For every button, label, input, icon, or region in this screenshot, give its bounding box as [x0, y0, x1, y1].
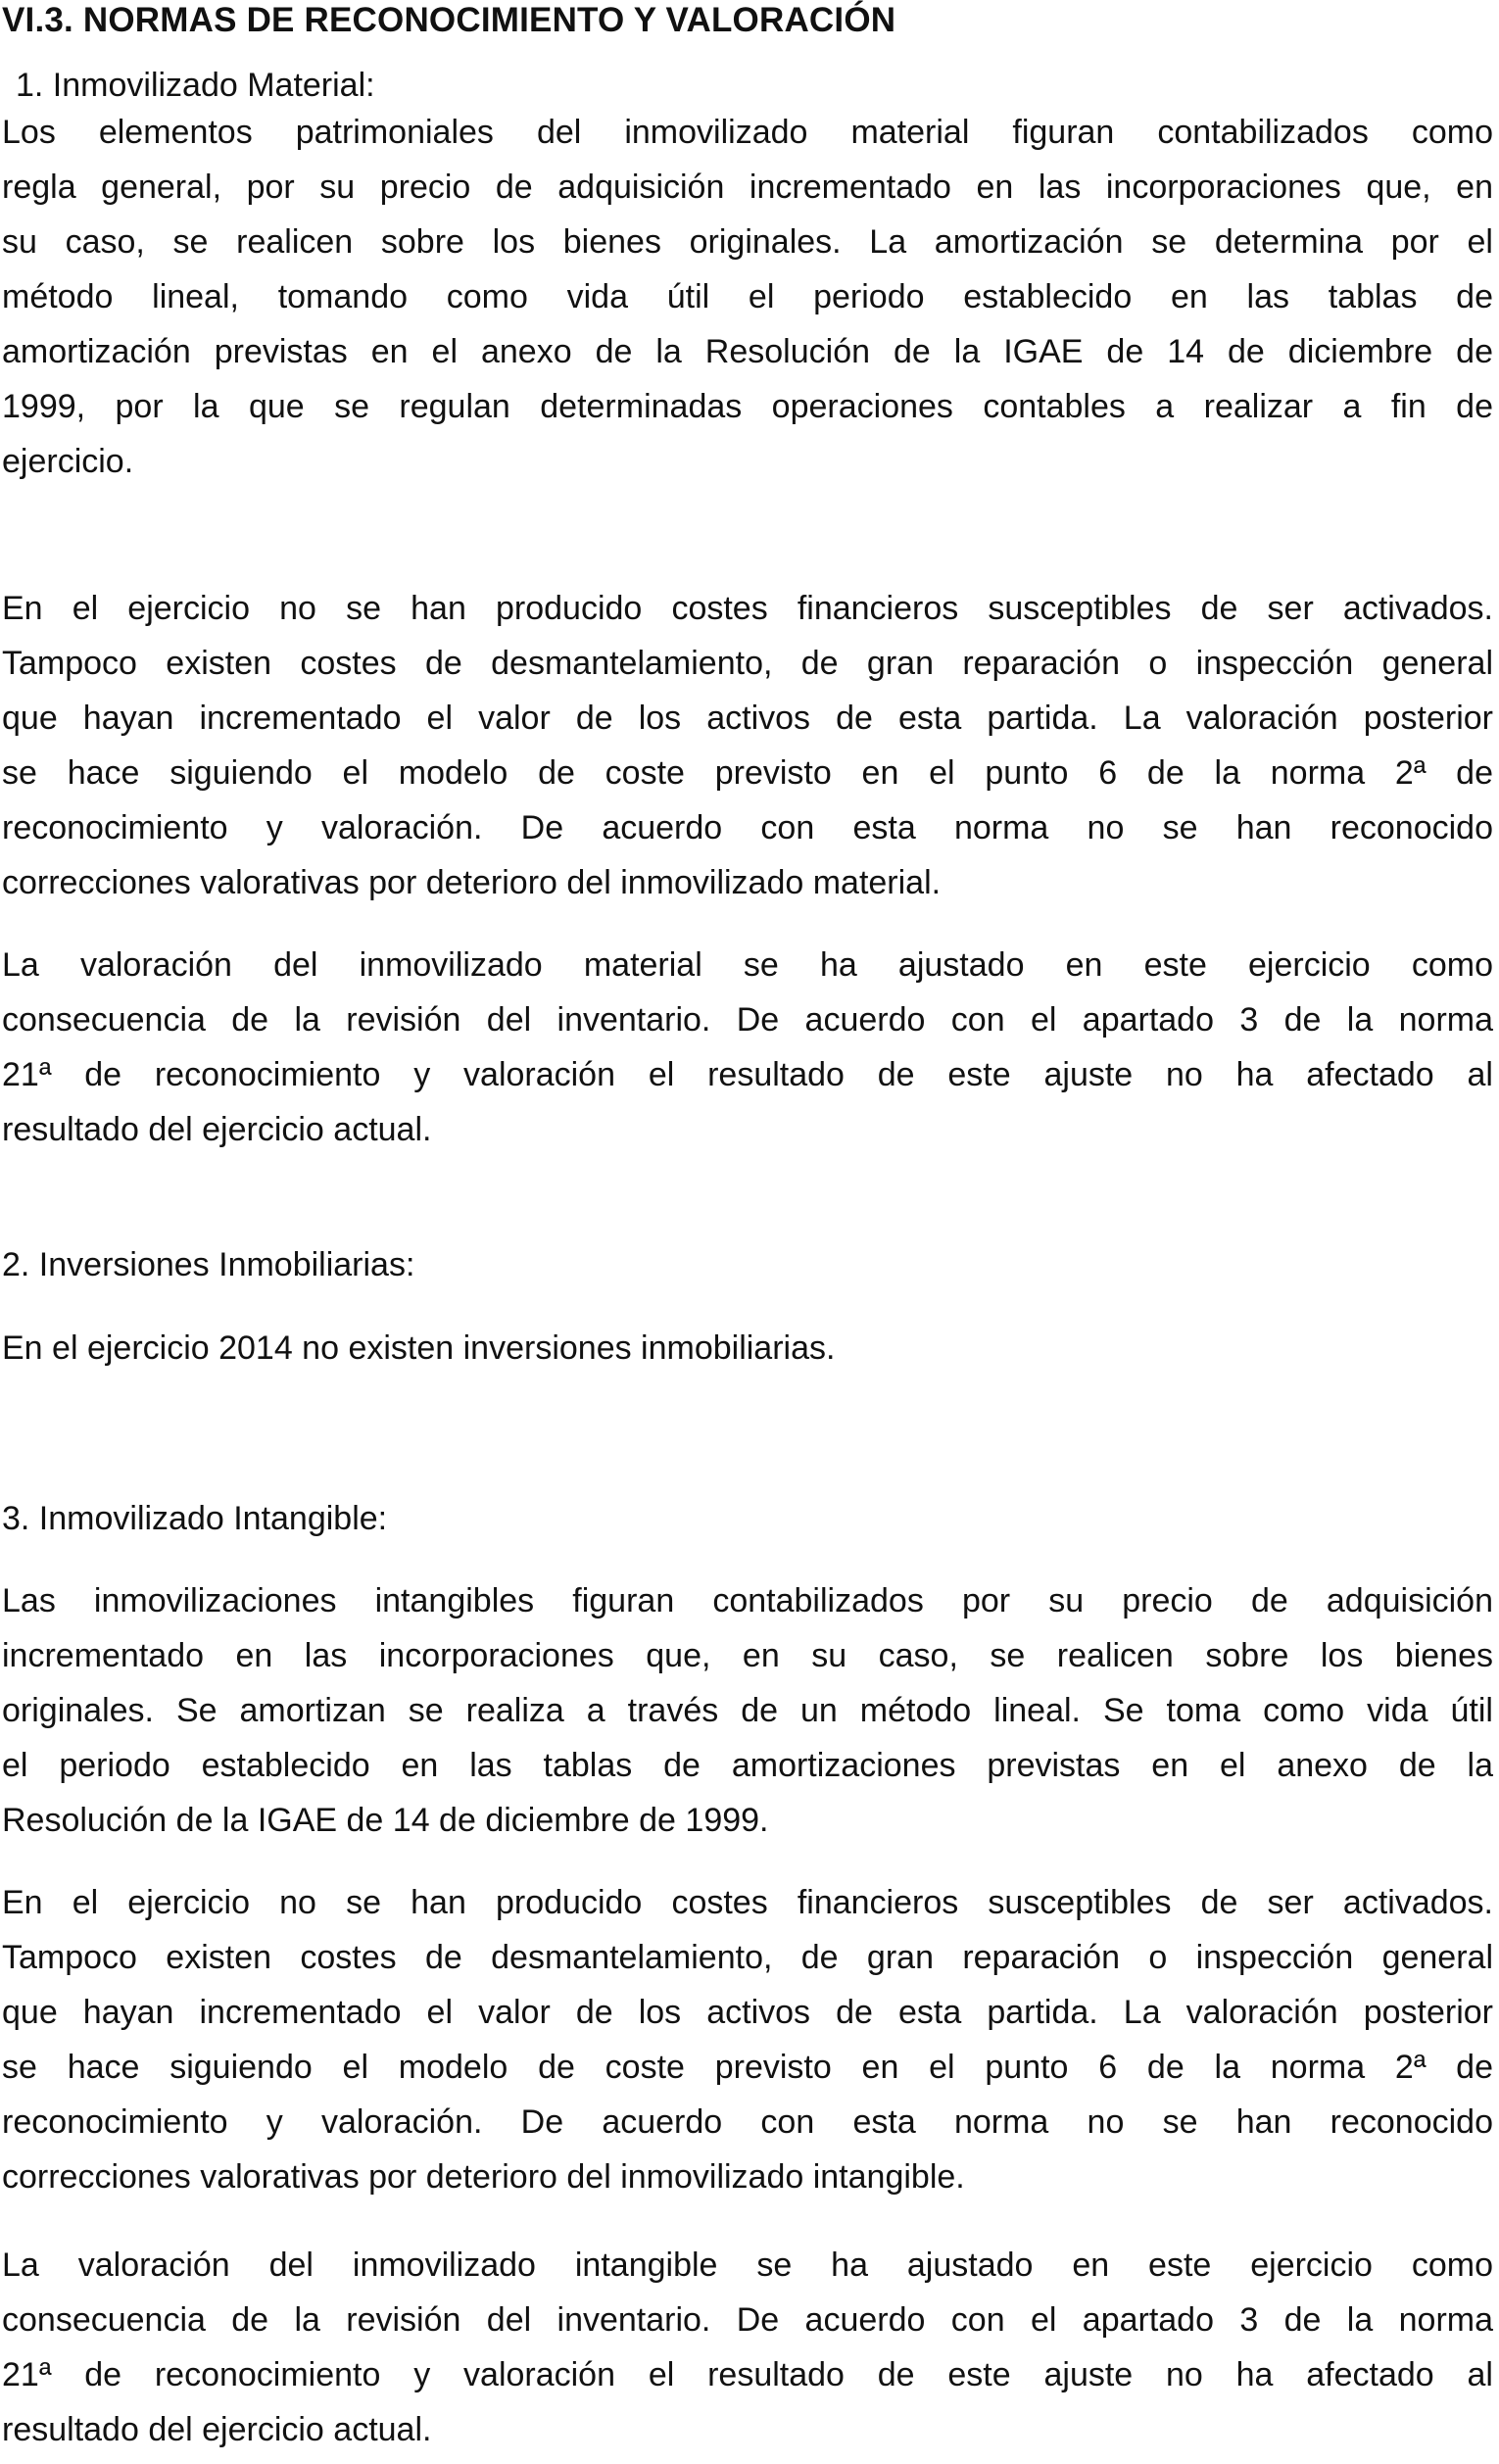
text-line: su caso, se realicen sobre los bienes originales. La amortización se determina por el — [2, 223, 1493, 261]
text-line: La valoración del inmovilizado intangible se ha ajustado en este ejercicio como — [2, 2247, 1493, 2284]
text-line: En el ejercicio no se han producido costes financieros susceptibles de ser activados. — [2, 1884, 1493, 1921]
text-line: reconocimiento y valoración. De acuerdo con esta norma no se han reconocido — [2, 2103, 1493, 2141]
text-line: 21ª de reconocimiento y valoración el resultado de este ajuste no ha afectado al — [2, 2356, 1493, 2393]
text-line: correcciones valorativas por deterioro del inmovilizado intangible. — [2, 2158, 965, 2196]
document-title: VI.3. NORMAS DE RECONOCIMIENTO Y VALORACIÓN — [2, 1, 896, 39]
text-line: originales. Se amortizan se realiza a través de un método lineal. Se toma como vida útil — [2, 1692, 1493, 1729]
text-line: Tampoco existen costes de desmantelamiento, de gran reparación o inspección general — [2, 645, 1493, 682]
text-line: resultado del ejercicio actual. — [2, 1111, 432, 1148]
text-line: ejercicio. — [2, 443, 134, 480]
text-line: consecuencia de la revisión del inventario. De acuerdo con el apartado 3 de la norma — [2, 1001, 1493, 1039]
text-line: correcciones valorativas por deterioro del inmovilizado material. — [2, 864, 942, 901]
text-line: se hace siguiendo el modelo de coste previsto en el punto 6 de la norma 2ª de — [2, 2049, 1493, 2086]
paragraph — [2, 1875, 1493, 2204]
text-line: amortización previstas en el anexo de la Resolución de la IGAE de 14 de diciembre de — [2, 333, 1493, 370]
paragraph — [2, 1573, 1493, 1848]
text-line: 21ª de reconocimiento y valoración el resultado de este ajuste no ha afectado al — [2, 1056, 1493, 1093]
text-line: reconocimiento y valoración. De acuerdo con esta norma no se han reconocido — [2, 809, 1493, 846]
text-line: incrementado en las incorporaciones que, en su caso, se realicen sobre los bienes — [2, 1637, 1493, 1674]
text-line: resultado del ejercicio actual. — [2, 2411, 432, 2448]
paragraph — [2, 581, 1493, 910]
text-line: 1999, por la que se regulan determinadas operaciones contables a realizar a fin de — [2, 388, 1493, 425]
text-line: método lineal, tomando como vida útil el periodo establecido en las tablas de — [2, 278, 1493, 315]
section-heading-inmovilizado-intangible: 3. Inmovilizado Intangible: — [2, 1500, 388, 1537]
text-line: En el ejercicio 2014 no existen inversiones inmobiliarias. — [2, 1329, 836, 1367]
text-line: que hayan incrementado el valor de los activos de esta partida. La valoración posterior — [2, 700, 1493, 737]
text-line: Resolución de la IGAE de 14 de diciembre de 1999. — [2, 1802, 769, 1839]
text-line: Las inmovilizaciones intangibles figuran contabilizados por su precio de adquisición — [2, 1582, 1493, 1619]
text-line: que hayan incrementado el valor de los activos de esta partida. La valoración posterior — [2, 1994, 1493, 2031]
section-heading-inmovilizado-material: 1. Inmovilizado Material: — [16, 67, 375, 104]
text-line: Los elementos patrimoniales del inmovilizado material figuran contabilizados como — [2, 114, 1493, 151]
text-line: consecuencia de la revisión del inventario. De acuerdo con el apartado 3 de la norma — [2, 2301, 1493, 2339]
text-line: regla general, por su precio de adquisición incrementado en las incorporaciones que, en — [2, 169, 1493, 206]
paragraph — [2, 1321, 1493, 1376]
text-line: el periodo establecido en las tablas de amortizaciones previstas en el anexo de la — [2, 1747, 1493, 1784]
paragraph — [2, 2238, 1493, 2457]
paragraph — [2, 938, 1493, 1157]
text-line: se hace siguiendo el modelo de coste previsto en el punto 6 de la norma 2ª de — [2, 754, 1493, 792]
text-line: En el ejercicio no se han producido costes financieros susceptibles de ser activados. — [2, 590, 1493, 627]
section-heading-inversiones-inmobiliarias: 2. Inversiones Inmobiliarias: — [2, 1246, 415, 1283]
text-line: La valoración del inmovilizado material se ha ajustado en este ejercicio como — [2, 946, 1493, 984]
paragraph — [2, 105, 1493, 489]
text-line: Tampoco existen costes de desmantelamiento, de gran reparación o inspección general — [2, 1939, 1493, 1976]
